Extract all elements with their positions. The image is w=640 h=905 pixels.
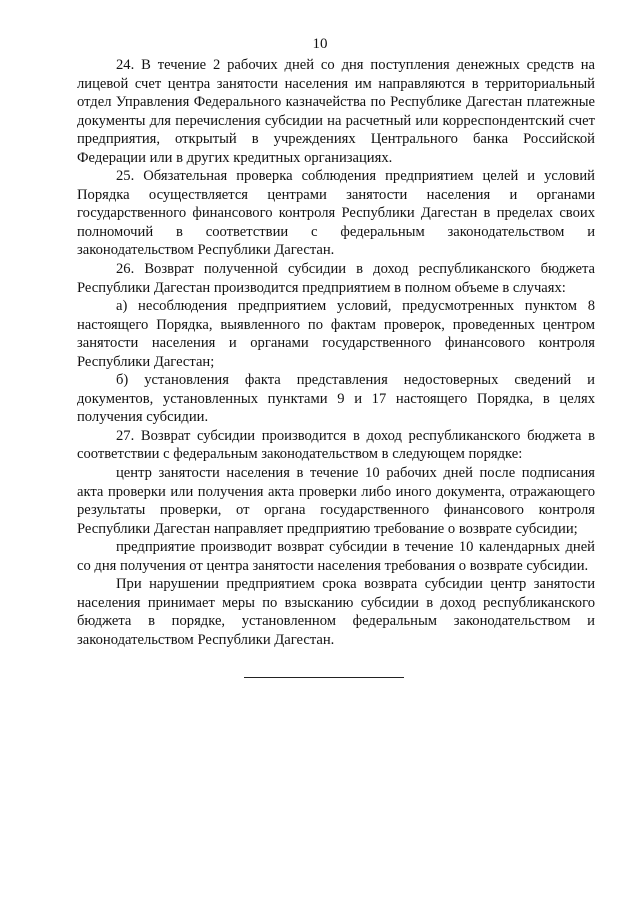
paragraph-27-refund-procedure: 27. Возврат субсидии производится в доход республиканского бюджета в соответствии с федеральным законодательством в следующем порядке: xyxy=(77,427,595,463)
end-divider xyxy=(244,677,404,678)
paragraph-refund-violation: При нарушении предприятием срока возврата субсидии центр занятости населения принимает меры по взысканию субсидии в доход республиканского бюджета в порядке, установленном федеральным законодательством и законодательством Республики Дагестан. xyxy=(77,576,595,648)
paragraph-24-payment-transfer: 24. В течение 2 рабочих дней со дня поступления денежных средств на лицевой счет центра занятости населения им направляются в территориальный отдел Управления Федерального казначейства по Республике Дагестан платежные документы для перечисления субсидии на расчетный или корреспондентский счет предприятия, открытый в учреждениях Центрального банка Российской Федерации или в других кредитных организациях. xyxy=(77,57,595,166)
paragraph-27-employment-center-demand: центр занятости населения в течение 10 рабочих дней после подписания акта проверки или получения акта проверки либо иного документа, отражающего результаты проверки, от органа государственного финансового контроля Республики Дагестан направляет предприятию требование о возврате субсидии; xyxy=(77,465,595,537)
paragraph-26b-false-information: б) установления факта представления недостоверных сведений и документов, установленных пунктами 9 и 17 настоящего Порядка, в целях получения субсидии. xyxy=(77,372,595,426)
paragraph-26-refund-cases: 26. Возврат полученной субсидии в доход республиканского бюджета Республики Дагестан производится предприятием в полном объеме в случаях: xyxy=(77,261,595,296)
paragraph-26a-noncompliance: а) несоблюдения предприятием условий, предусмотренных пунктом 8 настоящего Порядка, выявленного по фактам проверок, проведенных центром занятости населения и органами государственного финансового контроля Республики Дагестан; xyxy=(77,298,595,370)
paragraph-25-mandatory-check: 25. Обязательная проверка соблюдения предприятием целей и условий Порядка осуществляется центрами занятости населения и органами государственного финансового контроля Республики Дагестан в пределах своих полномочий в соответствии с федеральным законодательством и законодательством Республики Дагестан. xyxy=(77,168,595,259)
page-number: 10 xyxy=(312,36,328,52)
document-body xyxy=(77,56,595,650)
paragraph-27-enterprise-refund: предприятие производит возврат субсидии в течение 10 календарных дней со дня получения от центра занятости населения требования о возврате субсидии. xyxy=(77,539,595,574)
